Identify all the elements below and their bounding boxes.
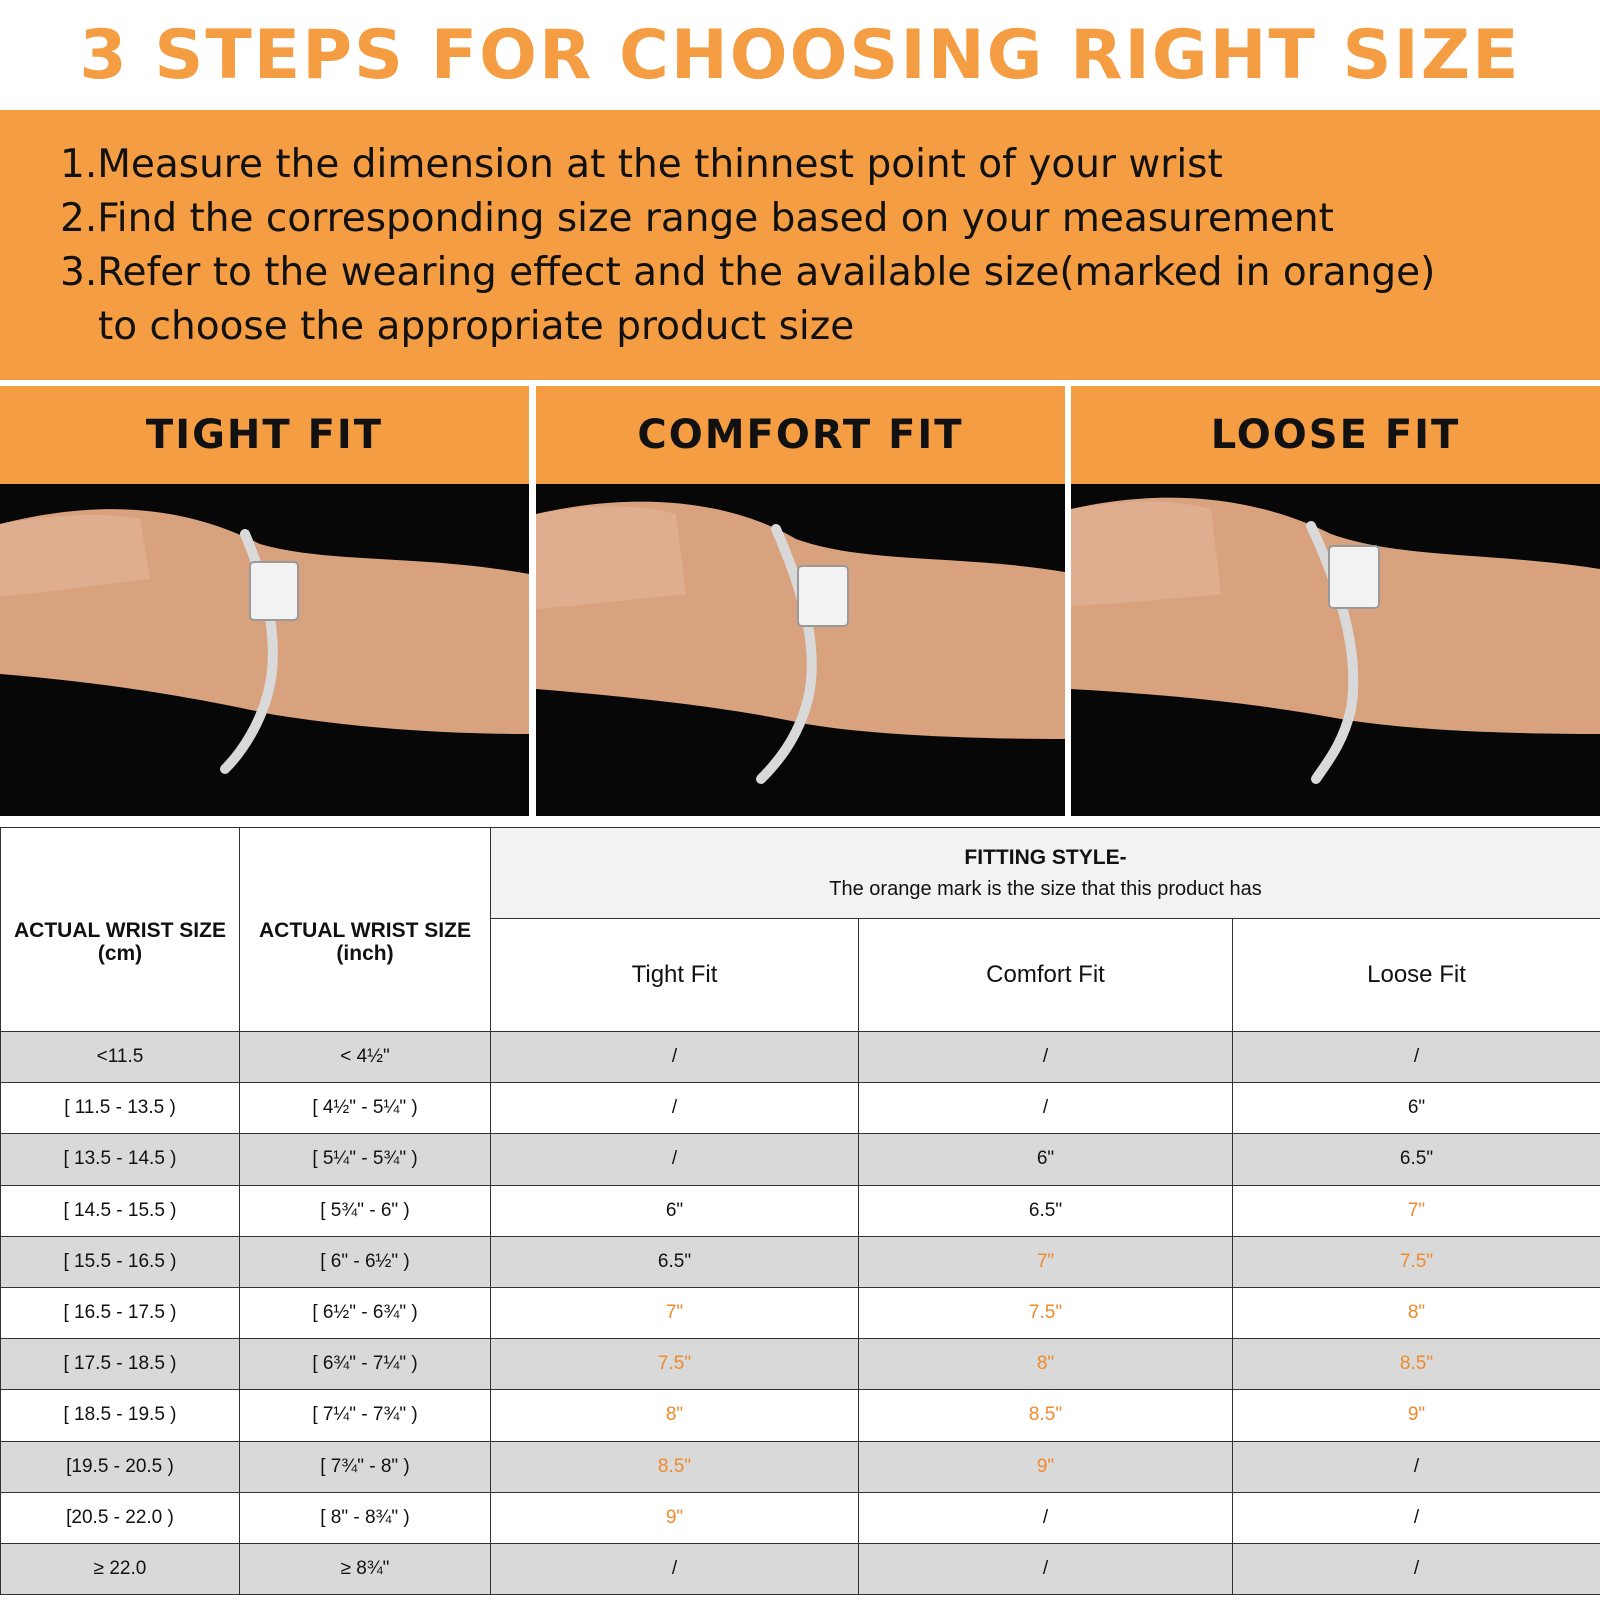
step-3-continued: to choose the appropriate product size [98,304,855,349]
step-3: 3.Refer to the wearing effect and the available size(marked in orange) [60,250,1436,295]
cell-loose: / [1233,1543,1600,1594]
cell-cm: [ 14.5 - 15.5 ) [1,1185,240,1236]
cell-inch: [ 7¾" - 8" ) [240,1441,491,1492]
step-1: 1.Measure the dimension at the thinnest point of your wrist [60,142,1223,187]
size-table [0,827,1600,1595]
cell-inch: [ 4½" - 5¼" ) [240,1083,491,1134]
cell-loose: 8.5" [1233,1339,1600,1390]
cell-comfort: 8" [859,1339,1233,1390]
fit-loose [1071,386,1600,816]
table-row [1,1339,1600,1390]
cell-loose: 7.5" [1233,1236,1600,1287]
cell-comfort: / [859,1083,1233,1134]
steps-panel [0,110,1600,380]
cell-cm: [20.5 - 22.0 ) [1,1492,240,1543]
cell-comfort: 9" [859,1441,1233,1492]
cell-cm: [19.5 - 20.5 ) [1,1441,240,1492]
cell-loose: / [1233,1441,1600,1492]
cell-cm: [ 11.5 - 13.5 ) [1,1083,240,1134]
cell-tight: 8.5" [491,1441,859,1492]
size-table-container [0,827,1600,1600]
header-wrist-inch-title: ACTUAL WRIST SIZE [259,918,471,942]
table-row [1,1441,1600,1492]
cell-cm: [ 13.5 - 14.5 ) [1,1134,240,1185]
table-row [1,1543,1600,1594]
subheader-tight-fit: Tight Fit [491,919,859,1032]
cell-inch: [ 6" - 6½" ) [240,1236,491,1287]
cell-tight: 6.5" [491,1236,859,1287]
fit-tight-label: TIGHT FIT [0,386,529,484]
cell-comfort: / [859,1543,1233,1594]
loose-fit-photo [1071,484,1600,816]
header-wrist-cm-unit: (cm) [97,941,143,965]
fit-tight [0,386,529,816]
cell-inch: [ 5¾" - 6" ) [240,1185,491,1236]
cell-inch: [ 5¼" - 5¾" ) [240,1134,491,1185]
cell-cm: ≥ 22.0 [1,1543,240,1594]
cell-tight: 6" [491,1185,859,1236]
cell-tight: / [491,1134,859,1185]
cell-comfort: / [859,1492,1233,1543]
fitting-style-title: FITTING STYLE- [964,845,1127,869]
subheader-loose-fit: Loose Fit [1233,919,1600,1032]
cell-inch: [ 6½" - 6¾" ) [240,1287,491,1338]
header-fitting-style [491,828,1600,919]
cell-inch: < 4½" [240,1032,491,1083]
cell-cm: [ 17.5 - 18.5 ) [1,1339,240,1390]
cell-cm: [ 18.5 - 19.5 ) [1,1390,240,1441]
table-row [1,1492,1600,1543]
cell-tight: 7" [491,1287,859,1338]
page-title: 3 STEPS FOR CHOOSING RIGHT SIZE [79,15,1521,95]
cell-cm: [ 15.5 - 16.5 ) [1,1236,240,1287]
cell-comfort: / [859,1032,1233,1083]
cell-loose: / [1233,1492,1600,1543]
header-wrist-cm-title: ACTUAL WRIST SIZE [14,918,226,942]
comfort-fit-photo [536,484,1065,816]
cell-tight: / [491,1543,859,1594]
fit-comfort [536,386,1065,816]
cell-cm: [ 16.5 - 17.5 ) [1,1287,240,1338]
table-row [1,1236,1600,1287]
fit-examples [0,386,1600,816]
cell-loose: 8" [1233,1287,1600,1338]
fit-comfort-label: COMFORT FIT [536,386,1065,484]
cell-loose: 6.5" [1233,1134,1600,1185]
cell-inch: [ 8" - 8¾" ) [240,1492,491,1543]
cell-loose: 7" [1233,1185,1600,1236]
table-row [1,1134,1600,1185]
cell-tight: / [491,1083,859,1134]
fitting-style-subtitle: The orange mark is the size that this product has [829,877,1262,900]
step-2: 2.Find the corresponding size range based on your measurement [60,196,1334,241]
cell-tight: 9" [491,1492,859,1543]
table-row [1,1287,1600,1338]
cell-comfort: 6" [859,1134,1233,1185]
cell-inch: ≥ 8¾" [240,1543,491,1594]
cell-comfort: 7.5" [859,1287,1233,1338]
cell-comfort: 6.5" [859,1185,1233,1236]
cell-tight: / [491,1032,859,1083]
cell-comfort: 7" [859,1236,1233,1287]
fit-loose-label: LOOSE FIT [1071,386,1600,484]
header-wrist-cm [1,828,240,1032]
cell-tight: 7.5" [491,1339,859,1390]
subheader-comfort-fit: Comfort Fit [859,919,1233,1032]
cell-loose: / [1233,1032,1600,1083]
table-row [1,1083,1600,1134]
cell-comfort: 8.5" [859,1390,1233,1441]
cell-tight: 8" [491,1390,859,1441]
cell-inch: [ 7¼" - 7¾" ) [240,1390,491,1441]
size-table-body [1,1032,1600,1595]
table-row [1,1390,1600,1441]
cell-loose: 9" [1233,1390,1600,1441]
table-row [1,1185,1600,1236]
table-row [1,1032,1600,1083]
cell-cm: <11.5 [1,1032,240,1083]
cell-loose: 6" [1233,1083,1600,1134]
cell-inch: [ 6¾" - 7¼" ) [240,1339,491,1390]
header-wrist-inch-unit: (inch) [336,941,394,965]
header-wrist-inch [240,828,491,1032]
tight-fit-photo [0,484,529,816]
